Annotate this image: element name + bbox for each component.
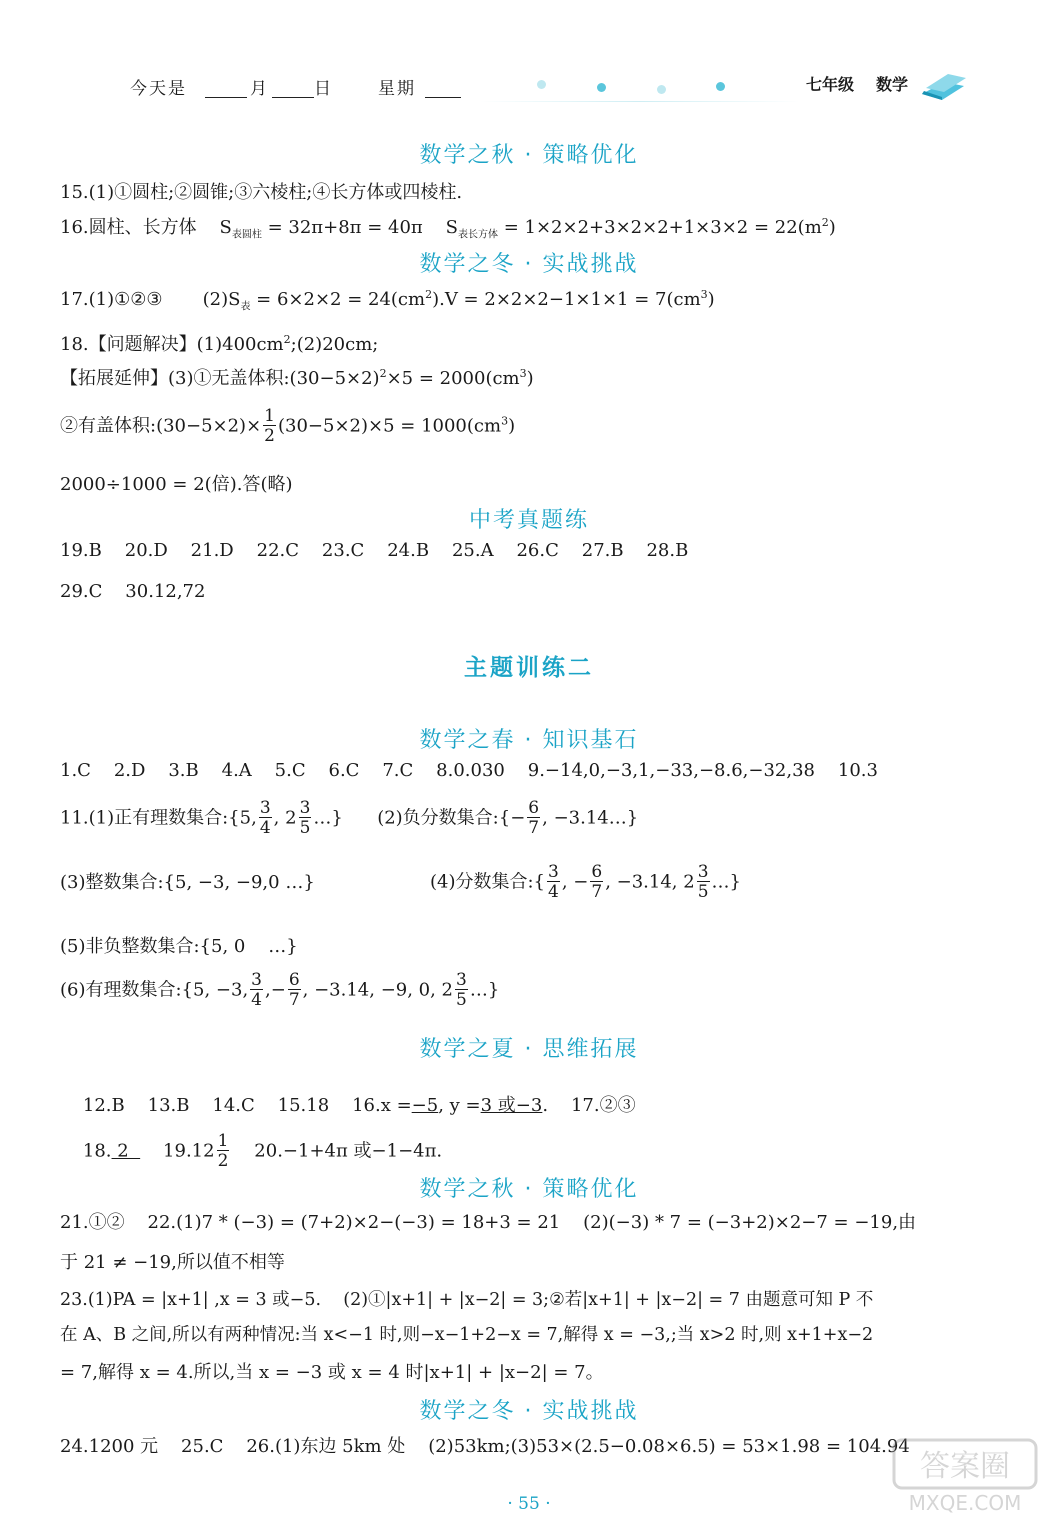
answer-23-line2: 在 A、B 之间,所以有两种情况:当 x<−1 时,则−x−1+2−x = 7,解得 x = −3,;当 x>2 时,则 x+1+x−2 [60,1325,874,1345]
answers-1-10: 1.C 2.D 3.B 4.A 5.C 6.C 7.C 8.0.030 9.−14,0,−3,1,−33,−8.6,−32,38 10.3 [60,760,878,781]
section-summer-thinking: 数学之夏 · 思维拓展 [419,1037,639,1062]
page-header [0,0,1058,110]
section-autumn-strategy-2: 数学之秋 · 策略优化 [419,1177,639,1202]
answer-18-part2: 【拓展延伸】(3)①无盖体积$:(30-5\times 2)^2\times 5 = 2000(cm^3)$ [60,367,534,389]
answer-22-cont: 于 21 ≠ −19,所以值不相等 [60,1252,285,1273]
book-icon [918,64,968,104]
answer-23-line3: = 7,解得 x = 4.所以,当 x = −3 或 x = 4 时|x+1| + |x−2| = 7。 [60,1362,604,1383]
section-winter-challenge-2: 数学之冬 · 实战挑战 [419,1399,639,1424]
answer-11-part3-4: (3)整数集合:{5, −3, −9,0 …} (4)分数集合:{ $\frac{3}{4}$ , − $\frac{6}{7}$ , −3.14, 2 $\frac{3}{5}$ …} [60,862,741,902]
section-exam-practice: 中考真题练 [468,508,589,533]
answer-16: 16.圆柱、长方体 $S_{表圆柱} = 32\pi+8\pi = 40\pi$ $S_{表长方体} = 1\times 2\times 2+3\times 2\times 2+1\times 3\times 2 = 22(m^2)$ [60,216,836,241]
section-autumn-strategy: 数学之秋 · 策略优化 [419,143,639,168]
svg-text:MXQE.COM: MXQE.COM [908,1491,1022,1515]
decor-dot [597,83,606,92]
answers-18-20: 18. 2 19.12 $\frac{1}{2}$ 20.−1+4π 或−1−4π. [82,1131,443,1171]
answer-15: 15.(1)①圆柱;②圆锥;③六棱柱;④长方体或四棱柱. [60,182,463,203]
section-spring-basics: 数学之春 · 知识基石 [419,728,639,753]
answer-11-part5: (5)非负整数集合:{5, 0 …} [60,936,298,957]
answer-17: 17.(1)①②③ $(2)S_表 = 6\times 2\times 2 = 24(cm^2).V = 2\times 2\times 2-1\times 1\times 1 = 7(cm^3)$ [60,288,715,313]
day-blank [272,97,314,98]
page-number: · 55 · [507,1494,551,1514]
decor-dot [716,82,725,91]
decor-dot [657,85,666,94]
week-label: 星期 [378,79,416,99]
chapter-title: 主题训练二 [464,655,594,681]
month-blank [205,97,247,98]
header-rule [480,101,800,102]
watermark-logo [890,1434,1040,1516]
answers-29-30: 29.C 30.12,72 [60,581,206,602]
week-blank [425,97,461,98]
answer-18-part1: 18.【问题解决】$(1)400cm^2;(2)20cm$; [60,333,379,355]
month-label: 月 [250,79,269,99]
answer-23-line1: 23.(1)PA = |x+1| ,x = 3 或−5. (2)①|x+1| + |x−2| = 3;②若|x+1| + |x−2| = 7 由题意可知 P 不 [60,1290,874,1310]
grade-label: 七年级 [806,75,855,94]
answers-21-22: 21.①② 22.(1)7 * (−3) = (7+2)×2−(−3) = 18+3 = 21 (2)(−3) * 7 = (−3+2)×2−7 = −19,由 [60,1212,917,1233]
answer-11-part1: 11.(1)正有理数集合:{5, $\frac{3}{4}$ , 2 $\frac{3}{5}$ …} (2)负分数集合:{− $\frac{6}{7}$ , −3.14…} [60,798,639,838]
today-label: 今天是 [130,79,187,99]
answer-18-part4: 2000÷1000 = 2(倍).答(略) [60,474,293,495]
svg-text:答案圈: 答案圈 [920,1449,1010,1484]
answer-11-part6: (6)有理数集合:{5, −3, $\frac{3}{4}$ ,− $\frac{6}{7}$ , −3.14, −9, 0, 2 $\frac{3}{5}$ …} [60,970,500,1010]
subject-label: 数学 [876,75,909,94]
answers-19-28: 19.B 20.D 21.D 22.C 23.C 24.B 25.A 26.C 27.B 28.B [60,540,689,561]
decor-dot [537,80,546,89]
section-winter-challenge: 数学之冬 · 实战挑战 [419,252,639,277]
day-label: 日 [314,79,333,99]
answers-24-26: 24.1200 元 25.C 26.(1)东边 5km 处 (2)53km;(3)53×(2.5−0.08×6.5) = 53×1.98 = 104.94 [60,1436,910,1457]
answer-18-part3: ②有盖体积:(30−5×2)× $\frac{1}{2}$ $(30-5\times 2)\times 5 = 1000(cm^3)$ [60,406,516,446]
answers-12-17: 12.B 13.B 14.C 15.18 16.x =−5, y =3 或−3. 17.②③ [82,1095,636,1116]
